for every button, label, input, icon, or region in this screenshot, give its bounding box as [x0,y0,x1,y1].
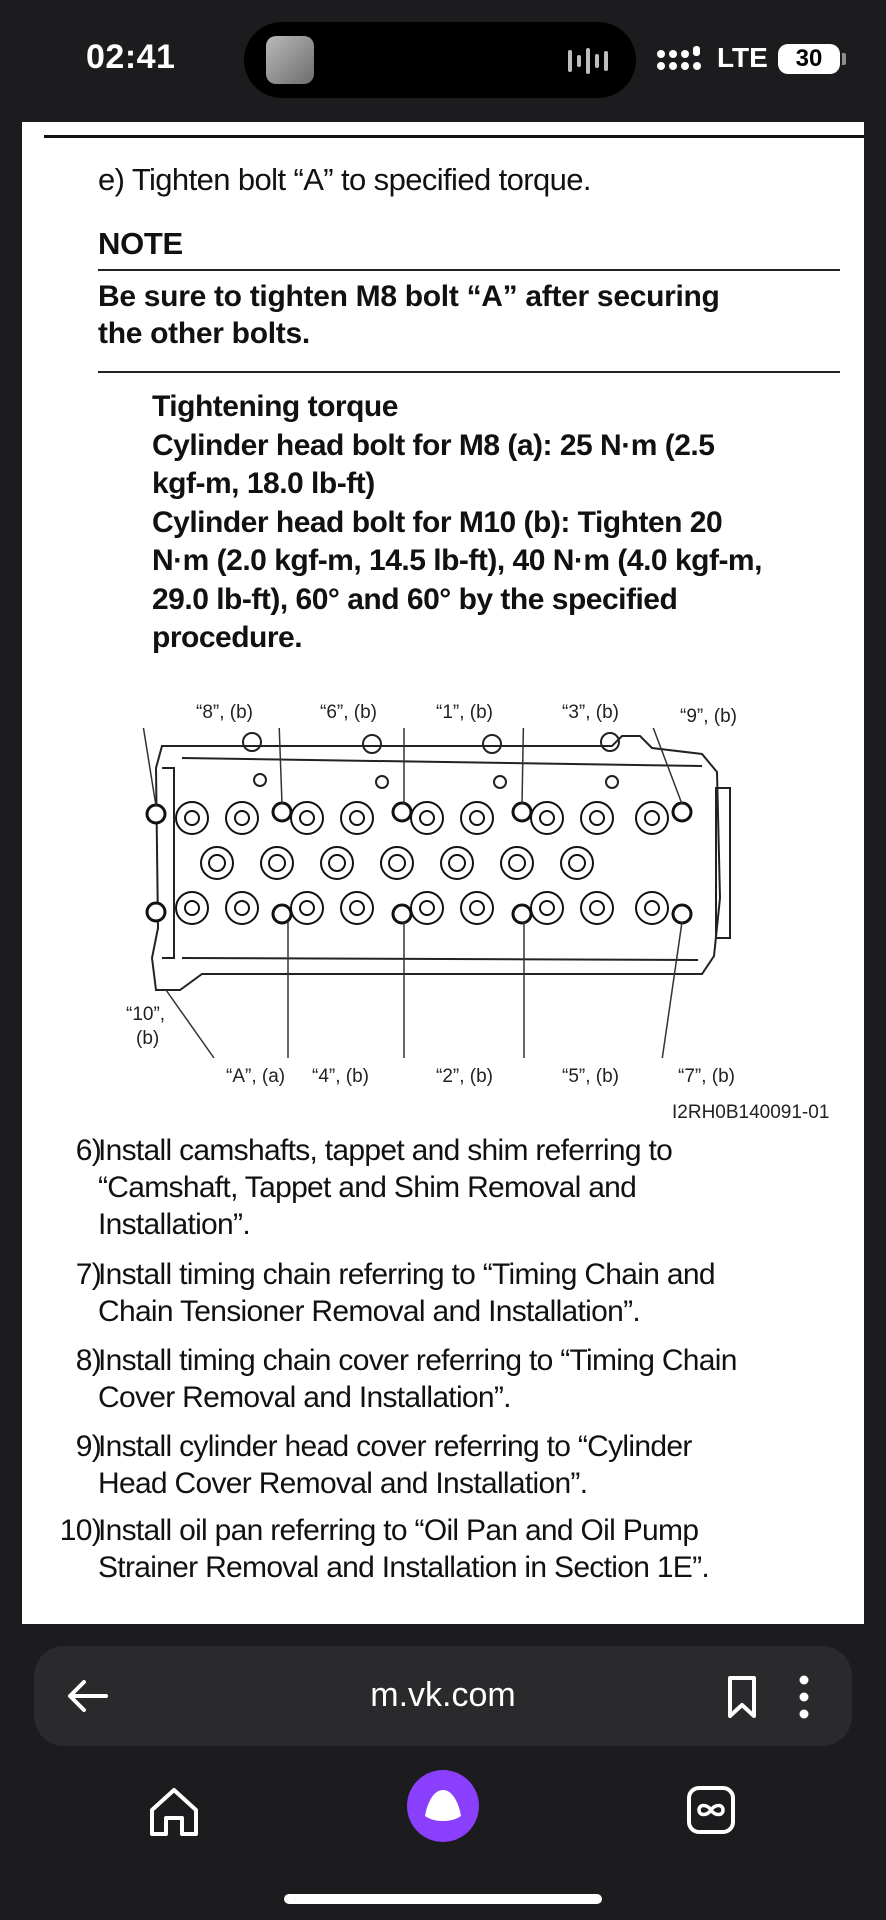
step-text [98,1132,858,1243]
step-text [98,1428,858,1502]
dynamic-island[interactable] [244,22,636,98]
media-thumbnail [266,36,314,84]
step-text [98,1342,858,1416]
note-title: NOTE [98,226,183,261]
bookmark-icon[interactable] [722,1674,762,1720]
note-body [98,278,828,352]
network-type: LTE [717,42,768,73]
battery-tip [842,53,846,65]
step-line: “Camshaft, Tappet and Shim Removal and [98,1171,637,1204]
step-text [98,1512,858,1586]
step-line: Head Cover Removal and Installation”. [98,1467,588,1500]
alice-glyph [407,1770,479,1842]
battery-level: 30 [795,45,823,72]
step-line: Install timing chain referring to “Timing Chain and [98,1258,715,1291]
step-line: Install camshafts, tappet and shim referring to [98,1134,673,1167]
step-line: Chain Tensioner Removal and Installation”. [98,1295,641,1328]
torque-line: Tightening torque [152,390,398,423]
step-line: Install timing chain cover referring to “Timing Chain [98,1344,737,1377]
note-line: the other bolts. [98,317,310,350]
address-bar[interactable] [34,1646,852,1746]
torque-spec [152,388,842,658]
figure-label-bolt-5: “5”, (b) [562,1066,619,1087]
document-page[interactable] [22,122,864,1624]
signal-icon [656,45,704,73]
battery-icon [778,44,840,74]
step-number: 8) [75,1344,101,1377]
figure-label-bolt-10: “10”, [126,1004,166,1025]
figure-label-bolt-3: “3”, (b) [562,702,619,723]
figure-label-bolt-8: “8”, (b) [196,702,253,723]
step-number: 6) [75,1134,101,1167]
figure-label-bolt-6: “6”, (b) [320,702,377,723]
alice-assistant-icon[interactable] [407,1770,479,1842]
step-number: 7) [75,1258,101,1291]
figure-label-bolt-2: “2”, (b) [436,1066,493,1087]
torque-line: Cylinder head bolt for M10 (b): Tighten 20 [152,505,723,539]
tabs-icon[interactable] [685,1784,737,1836]
figure-id: I2RH0B140091-01 [672,1102,830,1123]
clock: 02:41 [86,38,176,76]
note-line: Be sure to tighten M8 bolt “A” after securing [98,280,720,313]
status-bar [0,0,886,122]
browser-toolbar [0,1624,886,1920]
step-line: Strainer Removal and Installation in Section 1E”. [98,1551,710,1584]
header-rule [44,135,864,138]
step-number: 10) [59,1514,101,1547]
step-e: e) Tighten bolt “A” to specified torque. [98,162,591,197]
home-indicator[interactable] [284,1894,602,1904]
figure-label-bolt-10-type: (b) [136,1028,160,1049]
step-line: Install oil pan referring to “Oil Pan and Oil Pump [98,1514,699,1547]
audio-wave-icon [566,46,614,76]
torque-line: Cylinder head bolt for M8 (a): 25 N·m (2.5 [152,428,715,462]
home-icon[interactable] [146,1784,202,1840]
figure-label-bolt-1: “1”, (b) [436,702,493,723]
figure-label-bolt-7: “7”, (b) [678,1066,735,1087]
torque-line: kgf-m, 18.0 lb-ft) [152,467,375,500]
step-line: Installation”. [98,1208,250,1241]
more-icon[interactable] [794,1672,814,1722]
figure-label-bolt-4: “4”, (b) [312,1066,369,1087]
step-text [98,1256,858,1330]
torque-line: procedure. [152,621,303,654]
torque-line: N·m (2.0 kgf-m, 14.5 lb-ft), 40 N·m (4.0 kgf-m, [152,544,762,577]
torque-line: 29.0 lb-ft), 60° and 60° by the specified [152,582,678,616]
cylinder-head-diagram [142,728,742,1058]
step-line: Install cylinder head cover referring to “Cylinder [98,1430,692,1463]
figure-label-bolt-9: “9”, (b) [680,706,737,727]
step-line: Cover Removal and Installation”. [98,1381,511,1414]
note-rule-bottom [98,371,840,373]
url-text[interactable]: m.vk.com [370,1676,516,1714]
figure-label-bolt-a: “A”, (a) [226,1066,286,1087]
step-number: 9) [75,1430,101,1463]
note-rule-top [98,269,840,271]
